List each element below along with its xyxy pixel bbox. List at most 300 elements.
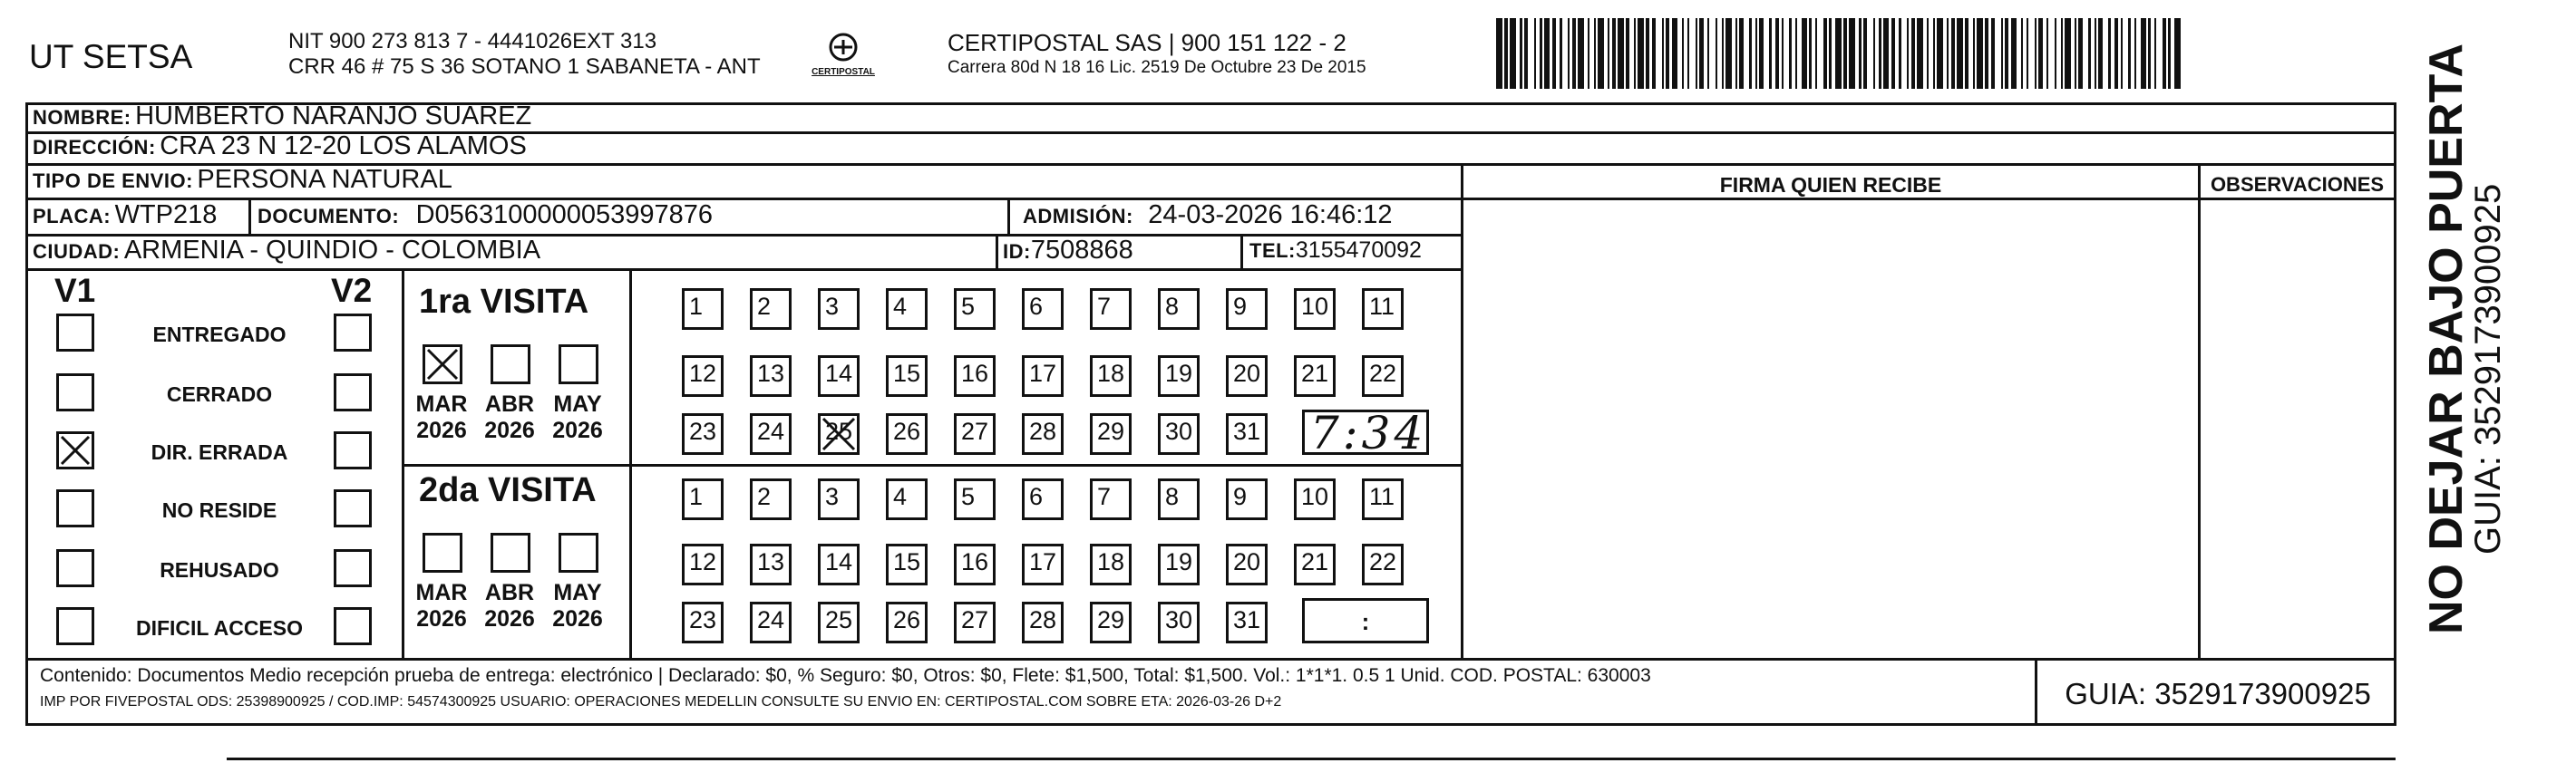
first-visit-day-box[interactable]	[1226, 288, 1268, 330]
first-visit-time-box[interactable]	[1302, 407, 1429, 459]
day-number: 12	[689, 360, 717, 387]
barcode-bar	[1662, 18, 1664, 89]
second-visit-day-box[interactable]	[1362, 544, 1404, 585]
v1-checkbox[interactable]	[56, 431, 94, 469]
side-guia: GUIA: 3529173900925	[2468, 183, 2508, 555]
barcode-bar	[1568, 18, 1570, 89]
type-label: TIPO DE ENVIO:	[33, 169, 193, 192]
first-visit-day-box[interactable]	[682, 413, 724, 455]
first-visit-day-box[interactable]	[750, 355, 792, 397]
tel-label: TEL:	[1249, 239, 1296, 262]
barcode-bar	[1687, 18, 1689, 89]
day-number: 27	[961, 418, 989, 445]
barcode-bar	[1863, 18, 1867, 89]
barcode-bar	[1769, 18, 1771, 89]
day-number: 4	[893, 293, 908, 320]
city-value: ARMENIA - QUINDIO - COLOMBIA	[123, 236, 541, 265]
second-visit-month-checkbox[interactable]	[559, 533, 598, 573]
barcode-bar	[1899, 18, 1900, 89]
barcode-bar	[1707, 18, 1709, 89]
barcode-bar	[1496, 18, 1502, 89]
month-label: ABR	[484, 580, 535, 605]
barcode-bar	[1598, 18, 1604, 89]
first-visit-day-box[interactable]	[682, 355, 724, 397]
barcode-bar	[1809, 18, 1811, 89]
barcode-bar	[2168, 18, 2170, 89]
first-visit-day-box[interactable]	[1090, 288, 1132, 330]
year-label: 2026	[484, 606, 535, 632]
barcode-bar	[1608, 18, 1609, 89]
id-row	[1003, 236, 1133, 266]
day-number: 3	[825, 293, 840, 320]
barcode-bar	[1626, 18, 1629, 89]
barcode-bar	[1682, 18, 1684, 89]
day-number: 21	[1301, 548, 1329, 575]
day-number: 19	[1165, 360, 1193, 387]
admission-row	[1023, 200, 1393, 230]
barcode-bar	[1775, 18, 1779, 89]
status-label: DIR. ERRADA	[151, 440, 288, 464]
month-label: MAY	[553, 580, 602, 605]
frame-bottom	[25, 723, 2396, 726]
type-value: PERSONA NATURAL	[197, 165, 452, 194]
barcode-bar	[2046, 18, 2048, 89]
month-label: MAR	[415, 580, 468, 605]
status-label: CERRADO	[166, 382, 273, 406]
barcode-bar	[1859, 18, 1861, 89]
day-number: 2	[757, 293, 772, 320]
city-label: CIUDAD:	[33, 240, 121, 263]
second-visit-day-box[interactable]	[818, 602, 860, 643]
barcode-bar	[1696, 18, 1697, 89]
page-bottom-rule	[227, 758, 2396, 760]
barcode-bar	[2055, 18, 2056, 89]
second-visit-day-box[interactable]	[1090, 544, 1132, 585]
status-label: DIFICIL ACCESO	[135, 616, 303, 640]
second-visit-day-box[interactable]	[682, 478, 724, 520]
city-row	[33, 236, 540, 266]
day-number: 5	[961, 483, 976, 510]
first-visit-day-box[interactable]	[750, 288, 792, 330]
barcode-bar	[1843, 18, 1847, 89]
company-name: UT SETSA	[29, 38, 193, 75]
barcode-bar	[1749, 18, 1751, 89]
barcode-bar	[1638, 18, 1644, 89]
barcode-bar	[2174, 18, 2181, 89]
day-number: 15	[893, 548, 921, 575]
barcode-bar	[1520, 18, 1521, 89]
second-visit-month-checkbox[interactable]	[423, 533, 462, 573]
id-value: 7508868	[1030, 236, 1133, 265]
barcode-bar	[2095, 18, 2096, 89]
barcode-bar	[1823, 18, 1827, 89]
first-visit-month-checkbox[interactable]	[491, 344, 530, 384]
observations-header: OBSERVACIONES	[2210, 173, 2385, 196]
barcode-bar	[1829, 18, 1831, 89]
day-number: 22	[1369, 548, 1397, 575]
day-number: 9	[1233, 293, 1248, 320]
signature-header: FIRMA QUIEN RECIBE	[1719, 173, 1942, 197]
barcode-bar	[1937, 18, 1943, 89]
v1-checkbox[interactable]	[56, 314, 94, 352]
barcode-bar	[1973, 18, 1975, 89]
v1-checkbox[interactable]	[56, 489, 94, 527]
v2-checkbox[interactable]	[334, 549, 372, 587]
barcode-bar	[2005, 18, 2008, 89]
barcode-bar	[1835, 18, 1842, 89]
name-value: HUMBERTO NARANJO SUAREZ	[135, 101, 532, 130]
certipostal-logo	[807, 27, 880, 82]
barcode-bar	[1891, 18, 1895, 89]
day-number: 3	[825, 483, 840, 510]
logo-text: CERTIPOSTAL	[812, 67, 875, 77]
barcode-bar	[1795, 18, 1797, 89]
day-number: 14	[825, 360, 853, 387]
day-number: 8	[1165, 293, 1180, 320]
first-visit-day-box[interactable]	[1022, 355, 1064, 397]
barcode-bar	[2121, 18, 2123, 89]
day-number: 12	[689, 548, 717, 575]
first-visit-day-box[interactable]	[1158, 288, 1200, 330]
barcode-bar	[1965, 18, 1968, 89]
day-number: 14	[825, 548, 853, 575]
day-number: 5	[961, 293, 976, 320]
day-number: 15	[893, 360, 921, 387]
barcode-bar	[1524, 18, 1528, 89]
barcode-bar	[1510, 18, 1516, 89]
barcode-bar	[1534, 18, 1536, 89]
barcode-bar	[1802, 18, 1808, 89]
day-number: 27	[961, 606, 989, 633]
day-number: 24	[757, 418, 785, 445]
day-number: 10	[1301, 483, 1329, 510]
barcode-bar	[2114, 18, 2118, 89]
barcode-bar	[1815, 18, 1817, 89]
day-number: 17	[1029, 548, 1057, 575]
first-visit-day-box[interactable]	[1294, 355, 1336, 397]
second-visit-day-box[interactable]	[1022, 544, 1064, 585]
barcode-bar	[1560, 18, 1561, 89]
v2-label: V2	[331, 272, 373, 309]
certipostal-line-1: CERTIPOSTAL SAS | 900 151 122 - 2	[948, 29, 1346, 56]
second-visit-day-box[interactable]	[750, 544, 792, 585]
first-visit-day-box[interactable]	[1294, 288, 1336, 330]
nit-line-2: CRR 46 # 75 S 36 SOTANO 1 SABANETA - ANT	[288, 54, 761, 79]
second-visit-day-box[interactable]	[886, 602, 928, 643]
status-label: ENTREGADO	[152, 323, 287, 346]
barcode-bar	[1722, 18, 1724, 89]
day-number: 26	[893, 418, 921, 445]
barcode-bar	[1652, 18, 1656, 89]
day-number: 16	[961, 360, 989, 387]
second-visit-day-box[interactable]	[1158, 478, 1200, 520]
barcode-bar	[2075, 18, 2076, 89]
v2-checkbox[interactable]	[334, 607, 372, 645]
day-number: 13	[757, 360, 785, 387]
day-number: 24	[757, 606, 785, 633]
barcode-bar	[1782, 18, 1784, 89]
month-year-label	[549, 391, 606, 444]
month-year-label	[481, 391, 538, 444]
second-visit-day-box[interactable]	[1158, 602, 1200, 643]
address-row	[33, 131, 527, 161]
day-number: 29	[1097, 418, 1125, 445]
second-visit-day-box[interactable]	[1362, 478, 1404, 520]
admission-label: ADMISIÓN:	[1023, 205, 1133, 227]
day-number: 31	[1233, 418, 1261, 445]
barcode-bar	[1588, 18, 1589, 89]
day-number: 23	[689, 606, 717, 633]
first-visit-month-checkbox[interactable]	[559, 344, 598, 384]
barcode-bar	[1933, 18, 1935, 89]
day-number: 8	[1165, 483, 1180, 510]
barcode-bar	[1789, 18, 1791, 89]
year-label: 2026	[416, 606, 467, 632]
barcode-bar	[2148, 18, 2150, 89]
barcode-bar	[1666, 18, 1669, 89]
tel-value: 3155470092	[1295, 237, 1422, 263]
first-visit-day-box[interactable]	[1090, 355, 1132, 397]
barcode-bar	[1957, 18, 1963, 89]
first-visit-day-box[interactable]	[750, 413, 792, 455]
barcode-bar	[2021, 18, 2023, 89]
second-visit-time-box[interactable]	[1302, 598, 1429, 643]
first-visit-day-box[interactable]	[682, 288, 724, 330]
second-visit-time: :	[1361, 608, 1370, 635]
second-visit-day-box[interactable]	[1226, 544, 1268, 585]
day-number: 21	[1301, 360, 1329, 387]
day-number: 19	[1165, 548, 1193, 575]
barcode-bar	[1594, 18, 1596, 89]
month-year-label	[549, 580, 606, 633]
month-year-label	[413, 580, 470, 633]
second-visit-day-box[interactable]	[954, 602, 996, 643]
v1-checkbox[interactable]	[56, 607, 94, 645]
v1-checkbox[interactable]	[56, 373, 94, 411]
barcode-bar	[1951, 18, 1955, 89]
barcode-bar	[2065, 18, 2071, 89]
first-visit-day-box[interactable]	[818, 288, 860, 330]
second-visit-day-box[interactable]	[1022, 478, 1064, 520]
barcode-bar	[2011, 18, 2017, 89]
first-visit-day-box[interactable]	[886, 413, 928, 455]
second-visit-day-box[interactable]	[1158, 544, 1200, 585]
year-label: 2026	[484, 418, 535, 443]
barcode-bar	[1725, 18, 1732, 89]
first-visit-title: 1ra VISITA	[419, 283, 589, 321]
barcode-bar	[1911, 18, 1915, 89]
barcode-bar	[1540, 18, 1541, 89]
day-number: 26	[893, 606, 921, 633]
barcode-bar	[1552, 18, 1556, 89]
barcode-bar	[1699, 18, 1703, 89]
first-visit-day-box[interactable]	[954, 355, 996, 397]
second-visit-day-box[interactable]	[750, 478, 792, 520]
admission-value: 24-03-2026 16:46:12	[1148, 200, 1393, 229]
barcode-bar	[2154, 18, 2156, 89]
first-visit-time: 7:34	[1310, 407, 1427, 459]
day-number: 9	[1233, 483, 1248, 510]
barcode-bar	[1612, 18, 1616, 89]
barcode-bar	[1927, 18, 1929, 89]
month-year-label	[413, 391, 470, 444]
first-visit-day-box[interactable]	[1226, 355, 1268, 397]
first-visit-day-box[interactable]	[818, 355, 860, 397]
barcode-bar	[2098, 18, 2102, 89]
barcode-bar	[2141, 18, 2147, 89]
imp-line: IMP POR FIVEPOSTAL ODS: 25398900925 / COD.IMP: 54574300925 USUARIO: OPERACIONES MEDELLIN CONSULTE SU ENVIO EN: CERTIPOSTAL.COM SOBRE ETA: 2026-03-26 D+2	[40, 694, 1282, 710]
first-visit-day-box[interactable]	[1158, 413, 1200, 455]
day-number: 11	[1369, 293, 1395, 320]
second-visit-day-box[interactable]	[682, 602, 724, 643]
day-number: 30	[1165, 606, 1193, 633]
barcode-bar	[1578, 18, 1584, 89]
day-number: 16	[961, 548, 989, 575]
day-number: 25	[825, 418, 853, 445]
barcode-bar	[1755, 18, 1757, 89]
year-label: 2026	[416, 418, 467, 443]
day-number: 2	[757, 483, 772, 510]
first-visit-day-box[interactable]	[886, 288, 928, 330]
second-visit-day-box[interactable]	[1090, 478, 1132, 520]
day-number: 13	[757, 548, 785, 575]
type-row	[33, 165, 452, 195]
day-number: 17	[1029, 360, 1057, 387]
second-visit-day-box[interactable]	[1022, 602, 1064, 643]
address-label: DIRECCIÓN:	[33, 136, 156, 159]
month-year-label	[481, 580, 538, 633]
barcode-bar	[2163, 18, 2166, 89]
day-number: 6	[1029, 293, 1044, 320]
document-value: D0563100000053997876	[415, 200, 713, 229]
name-row	[33, 101, 531, 131]
year-label: 2026	[552, 418, 603, 443]
day-number: 20	[1233, 548, 1261, 575]
first-visit-day-box[interactable]	[1022, 413, 1064, 455]
first-visit-day-box[interactable]	[818, 413, 860, 455]
barcode-bar	[1572, 18, 1576, 89]
barcode-bar	[2108, 18, 2110, 89]
barcode-bar	[1544, 18, 1550, 89]
day-number: 7	[1097, 483, 1112, 510]
second-visit-day-box[interactable]	[1226, 478, 1268, 520]
day-number: 18	[1097, 360, 1125, 387]
barcode-bar	[1917, 18, 1923, 89]
plate-value: WTP218	[114, 200, 218, 229]
day-number: 7	[1097, 293, 1112, 320]
second-visit-day-box[interactable]	[954, 478, 996, 520]
day-number: 4	[893, 483, 908, 510]
barcode-bar	[2061, 18, 2063, 89]
second-visit-day-box[interactable]	[750, 602, 792, 643]
month-label: ABR	[484, 391, 535, 417]
barcode-bar	[1672, 18, 1678, 89]
barcode-bar	[1634, 18, 1636, 89]
year-label: 2026	[552, 606, 603, 632]
barcode-bar	[1504, 18, 1508, 89]
barcode-bar	[2001, 18, 2003, 89]
barcode-bar	[1735, 18, 1737, 89]
first-visit-day-box[interactable]	[1226, 413, 1268, 455]
barcode-bar	[1991, 18, 1995, 89]
second-visit-day-box[interactable]	[1294, 544, 1336, 585]
barcode-bar	[1947, 18, 1949, 89]
barcode-bar	[1883, 18, 1890, 89]
barcode-bar	[2027, 18, 2028, 89]
status-label: NO RESIDE	[161, 498, 277, 522]
barcode-bar	[2078, 18, 2082, 89]
barcode-bar	[2134, 18, 2136, 89]
first-visit-day-box[interactable]	[1362, 288, 1404, 330]
second-visit-day-box[interactable]	[682, 544, 724, 585]
month-label: MAR	[415, 391, 468, 417]
frame-left	[25, 102, 28, 726]
first-visit-day-box[interactable]	[1362, 355, 1404, 397]
second-visit-day-box[interactable]	[954, 544, 996, 585]
month-label: MAY	[553, 391, 602, 417]
second-visit-day-box[interactable]	[886, 544, 928, 585]
barcode-bar	[2038, 18, 2042, 89]
v1-label: V1	[54, 272, 96, 309]
v1-checkbox[interactable]	[56, 549, 94, 587]
v2-checkbox[interactable]	[334, 314, 372, 352]
day-number: 28	[1029, 606, 1057, 633]
barcode-bar	[1849, 18, 1855, 89]
day-number: 31	[1233, 606, 1261, 633]
status-label: REHUSADO	[160, 558, 279, 582]
plate-label: PLACA:	[33, 205, 112, 227]
document-label: DOCUMENTO:	[258, 205, 400, 227]
first-visit-day-box[interactable]	[954, 413, 996, 455]
first-visit-day-box[interactable]	[954, 288, 996, 330]
day-number: 6	[1029, 483, 1044, 510]
tel-row	[1249, 237, 1422, 264]
day-number: 22	[1369, 360, 1397, 387]
second-visit-day-box[interactable]	[1090, 602, 1132, 643]
barcode	[1496, 18, 2176, 89]
second-visit-day-box[interactable]	[818, 544, 860, 585]
barcode-bar	[1879, 18, 1881, 89]
nit-line-1: NIT 900 273 813 7 - 4441026EXT 313	[288, 29, 657, 53]
day-number: 25	[825, 606, 853, 633]
second-visit-day-box[interactable]	[1226, 602, 1268, 643]
day-number: 1	[689, 293, 704, 320]
second-visit-day-box[interactable]	[886, 478, 928, 520]
first-visit-month-checkbox[interactable]	[423, 344, 462, 384]
barcode-bar	[2035, 18, 2036, 89]
second-visit-day-box[interactable]	[818, 478, 860, 520]
certipostal-line-2: Carrera 80d N 18 16 Lic. 2519 De Octubre 23 De 2015	[948, 58, 1366, 77]
day-number: 30	[1165, 418, 1193, 445]
first-visit-day-box[interactable]	[1022, 288, 1064, 330]
barcode-bar	[1873, 18, 1875, 89]
barcode-bar	[2128, 18, 2130, 89]
second-visit-day-box[interactable]	[1294, 478, 1336, 520]
first-visit-day-box[interactable]	[1090, 413, 1132, 455]
second-visit-month-checkbox[interactable]	[491, 533, 530, 573]
barcode-bar	[1985, 18, 1988, 89]
barcode-bar	[1618, 18, 1624, 89]
address-value: CRA 23 N 12-20 LOS ALAMOS	[160, 131, 527, 160]
v2-checkbox[interactable]	[334, 373, 372, 411]
v2-checkbox[interactable]	[334, 489, 372, 527]
day-number: 28	[1029, 418, 1057, 445]
first-visit-day-box[interactable]	[886, 355, 928, 397]
day-number: 20	[1233, 360, 1261, 387]
v2-checkbox[interactable]	[334, 431, 372, 469]
no-dejar-warning: NO DEJAR BAJO PUERTA	[2420, 43, 2473, 634]
first-visit-day-box[interactable]	[1158, 355, 1200, 397]
